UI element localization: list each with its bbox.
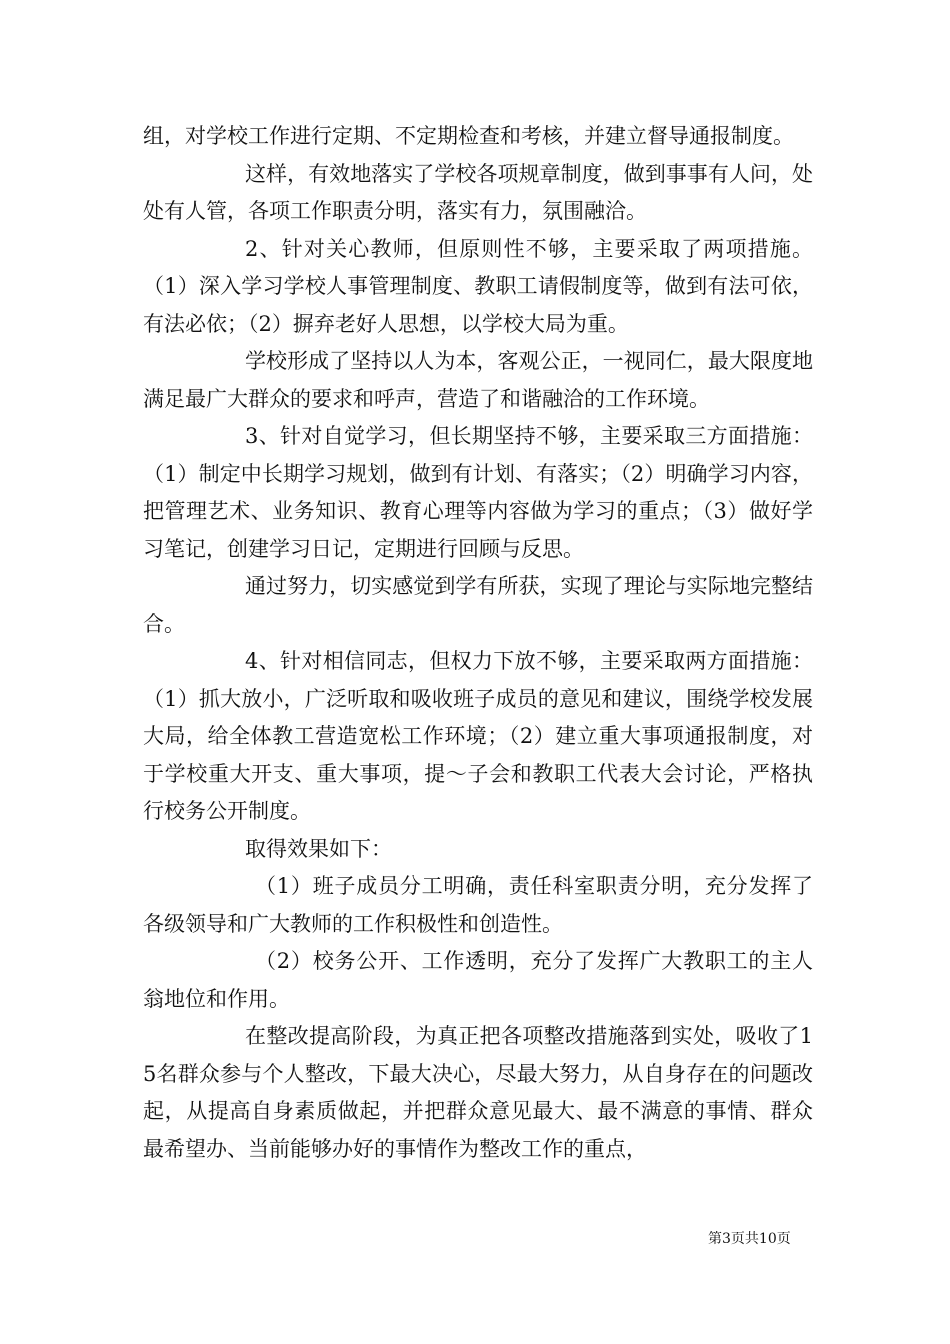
- page-number: 第3页共10页: [708, 1231, 791, 1247]
- paragraph-6: 通过努力，切实感觉到学有所获，实现了理论与实际地完整结合。: [143, 574, 813, 636]
- paragraph-1: 组，对学校工作进行定期、不定期检查和考核，并建立督导通报制度。: [143, 124, 794, 148]
- paragraph-4: 学校形成了坚持以人为本，客观公正，一视同仁，最大限度地满足最广大群众的要求和呼声，营造了和谐融洽的工作环境。: [143, 349, 813, 411]
- paragraph-8: 取得效果如下：: [245, 836, 392, 861]
- paragraph-5: 3、针对自觉学习，但长期坚持不够，主要采取三方面措施：（1）制定中长期学习规划，做到有计划、有落实；（2）明确学习内容，把管理艺术、业务知识、教育心理等内容做为学习的重点；（3）做好学习笔记，创建学习日记，定期进行回顾与反思。: [143, 424, 813, 561]
- paragraph-2: 这样，有效地落实了学校各项规章制度，做到事事有人问，处处有人管，各项工作职责分明，落实有力，氛围融洽。: [143, 161, 813, 223]
- paragraph-10: （2）校务公开、工作透明，充分了发挥广大教职工的主人翁地位和作用。: [143, 949, 813, 1011]
- paragraph-7: 4、针对相信同志，但权力下放不够，主要采取两方面措施：（1）抓大放小，广泛听取和吸收班子成员的意见和建议，围绕学校发展大局，给全体教工营造宽松工作环境；（2）建立重大事项通报制度，对于学校重大开支、重大事项，提～子会和教职工代表大会讨论，严格执行校务公开制度。: [143, 649, 813, 823]
- paragraph-9: （1）班子成员分工明确，责任科室职责分明，充分发挥了各级领导和广大教师的工作积极性和创造性。: [143, 874, 813, 936]
- paragraph-11: 在整改提高阶段，为真正把各项整改措施落到实处，吸收了15名群众参与个人整改，下最大决心，尽最大努力，从自身存在的问题改起，从提高自身素质做起，并把群众意见最大、最不满意的事情、群众最希望办、当前能够办好的事情作为整改工作的重点，: [143, 1024, 813, 1161]
- paragraph-3: 2、针对关心教师，但原则性不够，主要采取了两项措施。（1）深入学习学校人事管理制度、教职工请假制度等，做到有法可依，有法必依；（2）摒弃老好人思想，以学校大局为重。: [143, 236, 813, 336]
- document-body: [143, 118, 813, 1168]
